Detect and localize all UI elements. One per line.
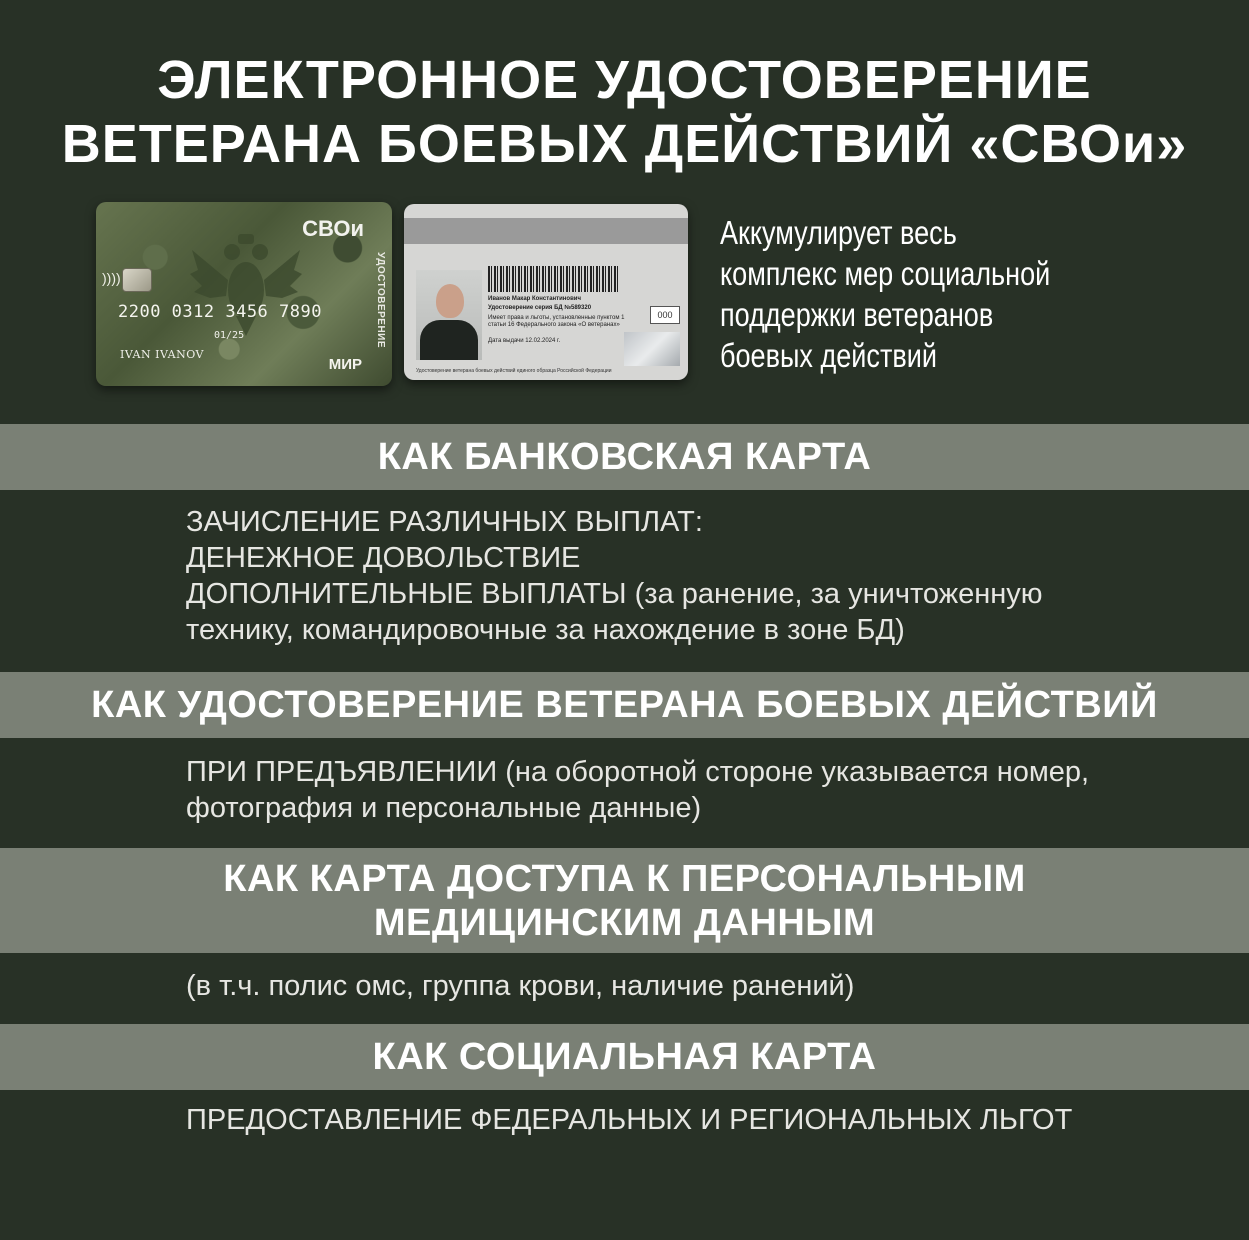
bank-card-front xyxy=(96,202,392,386)
double-headed-eagle-icon xyxy=(186,230,306,340)
section-heading-text: КАК УДОСТОВЕРЕНИЕ ВЕТЕРАНА БОЕВЫХ ДЕЙСТВИЙ xyxy=(91,683,1158,726)
section-text-veteran-id xyxy=(186,754,1246,826)
section-line: ЗАЧИСЛЕНИЕ РАЗЛИЧНЫХ ВЫПЛАТ: xyxy=(186,506,703,538)
page-title xyxy=(0,48,1249,176)
section-line: фотография и персональные данные) xyxy=(186,792,702,824)
hologram xyxy=(624,332,680,366)
certificate-series: Удостоверение серия БД №589320 xyxy=(488,305,592,311)
section-heading-text: КАК БАНКОВСКАЯ КАРТА xyxy=(377,435,872,478)
description-line-2: комплекс мер социальной xyxy=(720,255,1051,292)
card-number: 2200 0312 3456 7890 xyxy=(118,302,322,322)
holder-name: Иванов Макар Константинович xyxy=(488,296,581,302)
svoi-logo: СВОи xyxy=(302,216,364,241)
section-heading-social-card xyxy=(0,1024,1249,1090)
section-heading-text-2: МЕДИЦИНСКИМ ДАННЫМ xyxy=(373,901,876,944)
issue-date: Дата выдачи 12.02.2024 г. xyxy=(488,338,561,344)
contactless-icon: )))) xyxy=(102,270,121,286)
section-line: ПРИ ПРЕДЪЯВЛЕНИИ (на оборотной стороне указывается номер, xyxy=(186,756,1090,788)
section-line: ДОПОЛНИТЕЛЬНЫЕ ВЫПЛАТЫ (за ранение, за уничтоженную xyxy=(186,578,1043,610)
card-holder: IVAN IVANOV xyxy=(120,348,204,361)
card-back-footer: Удостоверение ветерана боевых действий единого образца Российской Федерации xyxy=(416,368,612,374)
mir-logo: МИР xyxy=(328,356,362,373)
section-heading-text: КАК СОЦИАЛЬНАЯ КАРТА xyxy=(372,1035,877,1078)
section-line: ПРЕДОСТАВЛЕНИЕ ФЕДЕРАЛЬНЫХ И РЕГИОНАЛЬНЫХ ЛЬГОТ xyxy=(186,1104,1073,1136)
card-description xyxy=(720,212,1064,376)
cvv-box: 000 xyxy=(650,306,680,324)
holder-photo xyxy=(416,270,482,360)
section-heading-text-1: КАК КАРТА ДОСТУПА К ПЕРСОНАЛЬНЫМ xyxy=(223,857,1026,900)
section-text-bank-card xyxy=(186,504,1226,648)
section-line: технику, командировочные за нахождение в зоне БД) xyxy=(186,614,905,646)
card-expiry: 01/25 xyxy=(214,330,245,341)
magnetic-stripe xyxy=(404,218,688,244)
description-line-1: Аккумулирует весь xyxy=(720,214,957,251)
description-line-3: поддержки ветеранов xyxy=(720,296,994,333)
chip-icon xyxy=(122,268,152,292)
holder-uniform xyxy=(420,320,478,360)
section-line: ДЕНЕЖНОЕ ДОВОЛЬСТВИЕ xyxy=(186,542,581,574)
barcode xyxy=(488,266,618,292)
holder-face xyxy=(436,284,464,318)
section-heading-veteran-id xyxy=(0,672,1249,738)
section-heading-bank-card xyxy=(0,424,1249,490)
bank-card-back xyxy=(404,204,688,380)
title-line-1: ЭЛЕКТРОННОЕ УДОСТОВЕРЕНИЕ xyxy=(157,50,1092,110)
section-line: (в т.ч. полис омс, группа крови, наличие ранений) xyxy=(186,970,855,1002)
section-text-medical-access xyxy=(186,968,1186,1004)
section-heading-medical-access xyxy=(0,848,1249,953)
card-vertical-label: УДОСТОВЕРЕНИЕ xyxy=(375,252,386,349)
description-line-4: боевых действий xyxy=(720,337,937,374)
title-line-2: ВЕТЕРАНА БОЕВЫХ ДЕЙСТВИЙ «СВОи» xyxy=(61,114,1188,174)
section-text-social-card xyxy=(186,1102,1226,1138)
certificate-basis: Имеет права и льготы, установленные пунктом 1 статьи 16 Федерального закона «О ветеранах» xyxy=(488,315,625,328)
